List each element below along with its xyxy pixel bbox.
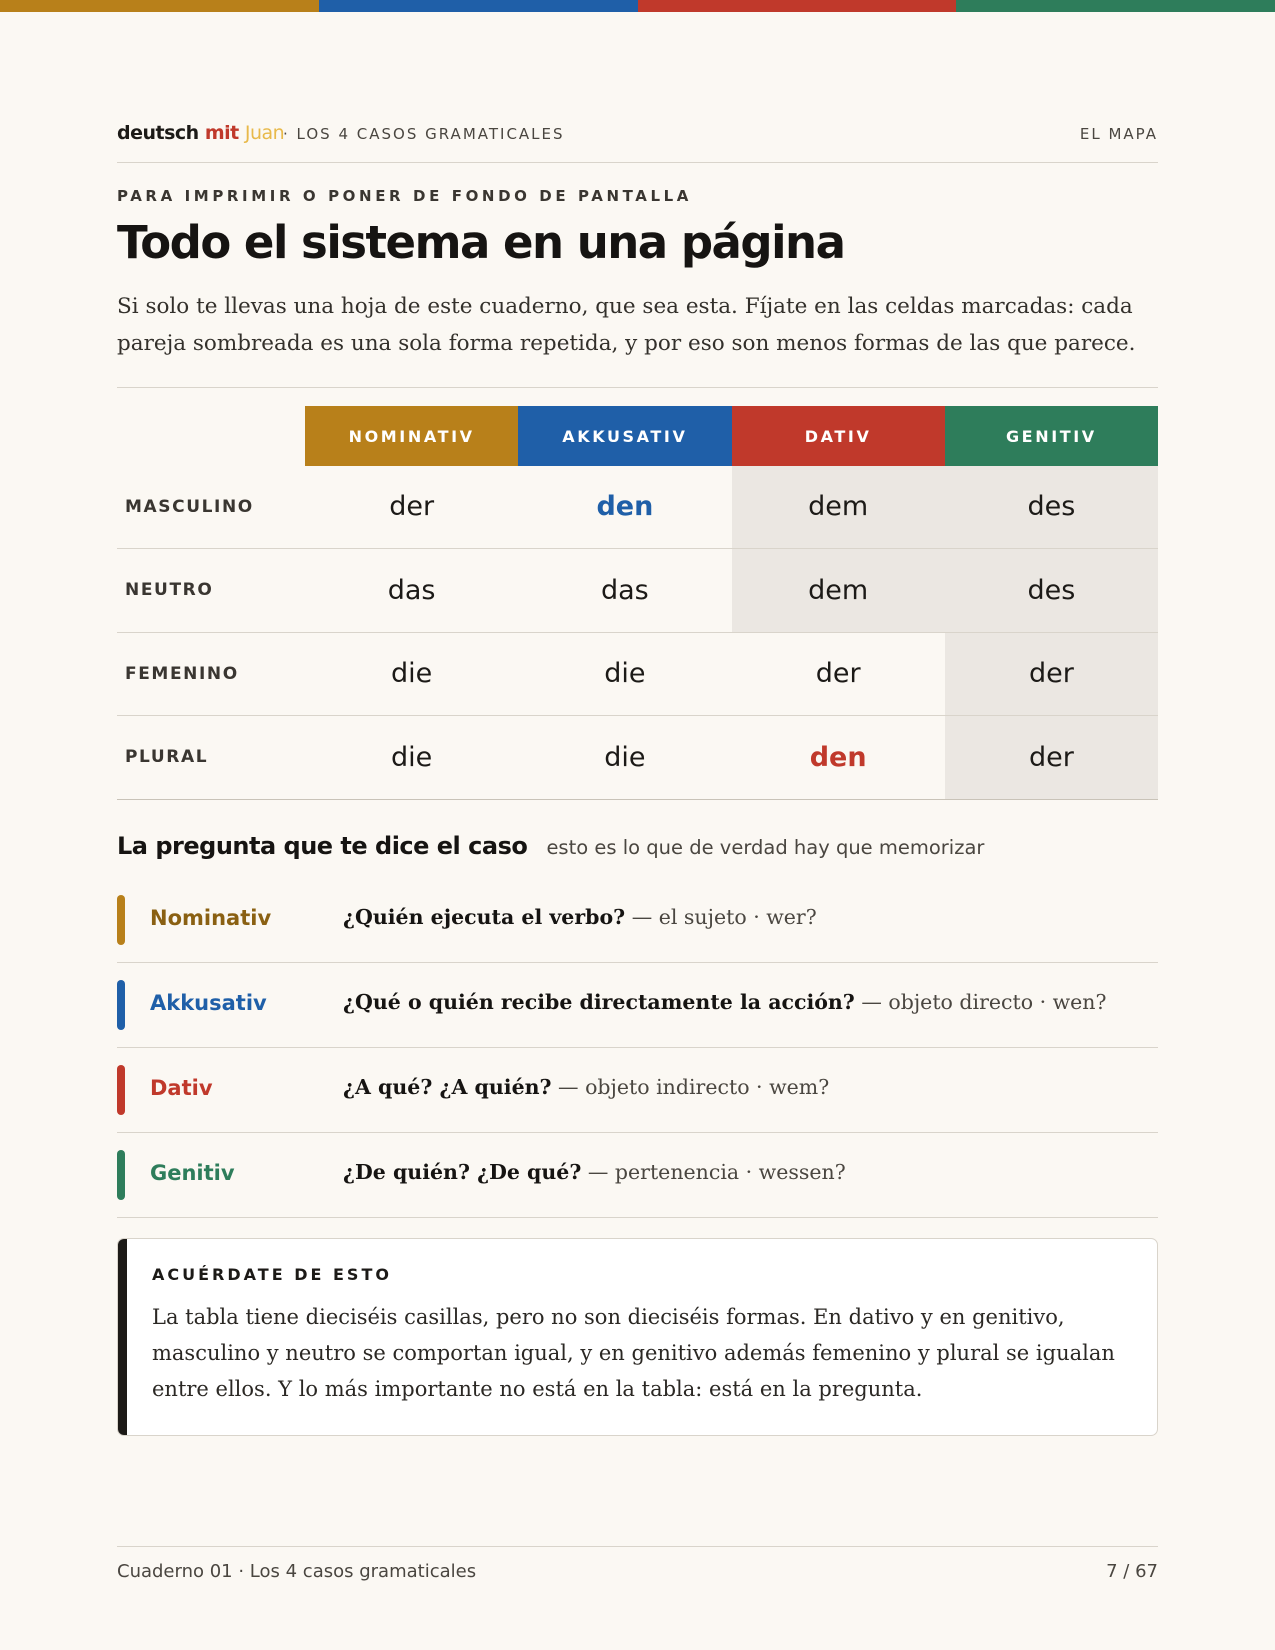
table-row [117, 715, 1158, 799]
table-corner [117, 406, 305, 466]
section-label: EL MAPA [1079, 125, 1158, 143]
case-name: Genitiv [150, 1161, 235, 1185]
brand-mit: mit [204, 122, 239, 144]
column-header-akkusativ: AKKUSATIV [518, 406, 731, 466]
table-cell-shaded: der [945, 715, 1158, 799]
question-detail: — pertenencia · wessen? [581, 1160, 846, 1184]
page-footer [117, 1546, 1158, 1582]
page-header [117, 122, 1158, 163]
brand-juan: Juan [244, 122, 285, 144]
questions-heading [117, 832, 1158, 860]
stripe-akkusativ [319, 0, 638, 12]
declension-table [117, 406, 1158, 800]
question-detail: — objeto directo · wen? [854, 990, 1107, 1014]
document-label: · LOS 4 CASOS GRAMATICALES [283, 125, 565, 143]
question-text: ¿A qué? ¿A quién? [343, 1075, 552, 1099]
table-cell: die [518, 715, 731, 799]
table-row [117, 548, 1158, 632]
reminder-accent-bar [118, 1239, 127, 1435]
reminder-title: ACUÉRDATE DE ESTO [152, 1265, 392, 1284]
question-text: ¿Qué o quién recibe directamente la acción? [343, 990, 855, 1014]
table-cell: die [305, 715, 518, 799]
genitiv-color-bar [117, 1150, 125, 1200]
table-cell: die [518, 632, 731, 715]
case-question [343, 1160, 846, 1184]
table-cell: die [305, 632, 518, 715]
table-header-row [117, 406, 1158, 466]
table-cell-shaded: des [945, 466, 1158, 548]
questions-list [117, 878, 1158, 1218]
questions-title: La pregunta que te dice el caso [117, 832, 528, 860]
stripe-dativ [638, 0, 957, 12]
brand-logo [117, 122, 284, 144]
table-cell-shaded: dem [732, 466, 945, 548]
row-label: PLURAL [117, 715, 305, 799]
list-item [117, 878, 1158, 963]
list-item [117, 1048, 1158, 1133]
page-title: Todo el sistema en una página [117, 216, 845, 269]
table-row [117, 466, 1158, 548]
row-label: NEUTRO [117, 548, 305, 632]
footer-document-title: Cuaderno 01 · Los 4 casos gramaticales [117, 1561, 477, 1582]
case-question [343, 990, 1107, 1014]
column-header-genitiv: GENITIV [945, 406, 1158, 466]
table-cell-shaded: dem [732, 548, 945, 632]
case-name: Akkusativ [150, 991, 267, 1015]
page-number: 7 / 67 [1106, 1561, 1158, 1582]
table-cell-highlighted: den [518, 466, 731, 548]
page-kicker: PARA IMPRIMIR O PONER DE FONDO DE PANTALLA [117, 187, 693, 205]
reminder-box [117, 1238, 1158, 1436]
brand-deutsch: deutsch [117, 122, 199, 144]
list-item [117, 1133, 1158, 1218]
color-stripe [0, 0, 1275, 12]
question-text: ¿Quién ejecuta el verbo? [343, 905, 626, 929]
column-header-dativ: DATIV [732, 406, 945, 466]
stripe-nominativ [0, 0, 319, 12]
row-label: FEMENINO [117, 632, 305, 715]
question-text: ¿De quién? ¿De qué? [343, 1160, 582, 1184]
intro-paragraph: Si solo te llevas una hoja de este cuaderno, que sea esta. Fíjate en las celdas marcadas: cada pareja sombreada es una sola forma repetida, y por eso son menos formas de las que parece. [117, 294, 1136, 356]
case-question [343, 905, 817, 929]
question-detail: — el sujeto · wer? [625, 905, 817, 929]
question-detail: — objeto indirecto · wem? [551, 1075, 830, 1099]
table-row [117, 632, 1158, 715]
case-name: Dativ [150, 1076, 213, 1100]
case-question [343, 1075, 829, 1099]
table-cell: das [518, 548, 731, 632]
stripe-genitiv [956, 0, 1275, 12]
akkusativ-color-bar [117, 980, 125, 1030]
table-cell: das [305, 548, 518, 632]
questions-subtitle: esto es lo que de verdad hay que memorizar [546, 836, 985, 859]
table-cell: der [732, 632, 945, 715]
nominativ-color-bar [117, 895, 125, 945]
column-header-nominativ: NOMINATIV [305, 406, 518, 466]
declension-table-section [117, 387, 1158, 800]
table-cell-shaded: des [945, 548, 1158, 632]
dativ-color-bar [117, 1065, 125, 1115]
case-name: Nominativ [150, 906, 272, 930]
list-item [117, 963, 1158, 1048]
reminder-text: La tabla tiene dieciséis casillas, pero no son dieciséis formas. En dativo y en genitivo, masculino y neutro se comportan igual, y en genitivo además femenino y plural se igualan entre ellos. Y lo más importante no está en la tabla: está en la pregunta. [152, 1305, 1115, 1401]
table-cell: der [305, 466, 518, 548]
table-cell-shaded: der [945, 632, 1158, 715]
row-label: MASCULINO [117, 466, 305, 548]
table-cell-highlighted: den [732, 715, 945, 799]
